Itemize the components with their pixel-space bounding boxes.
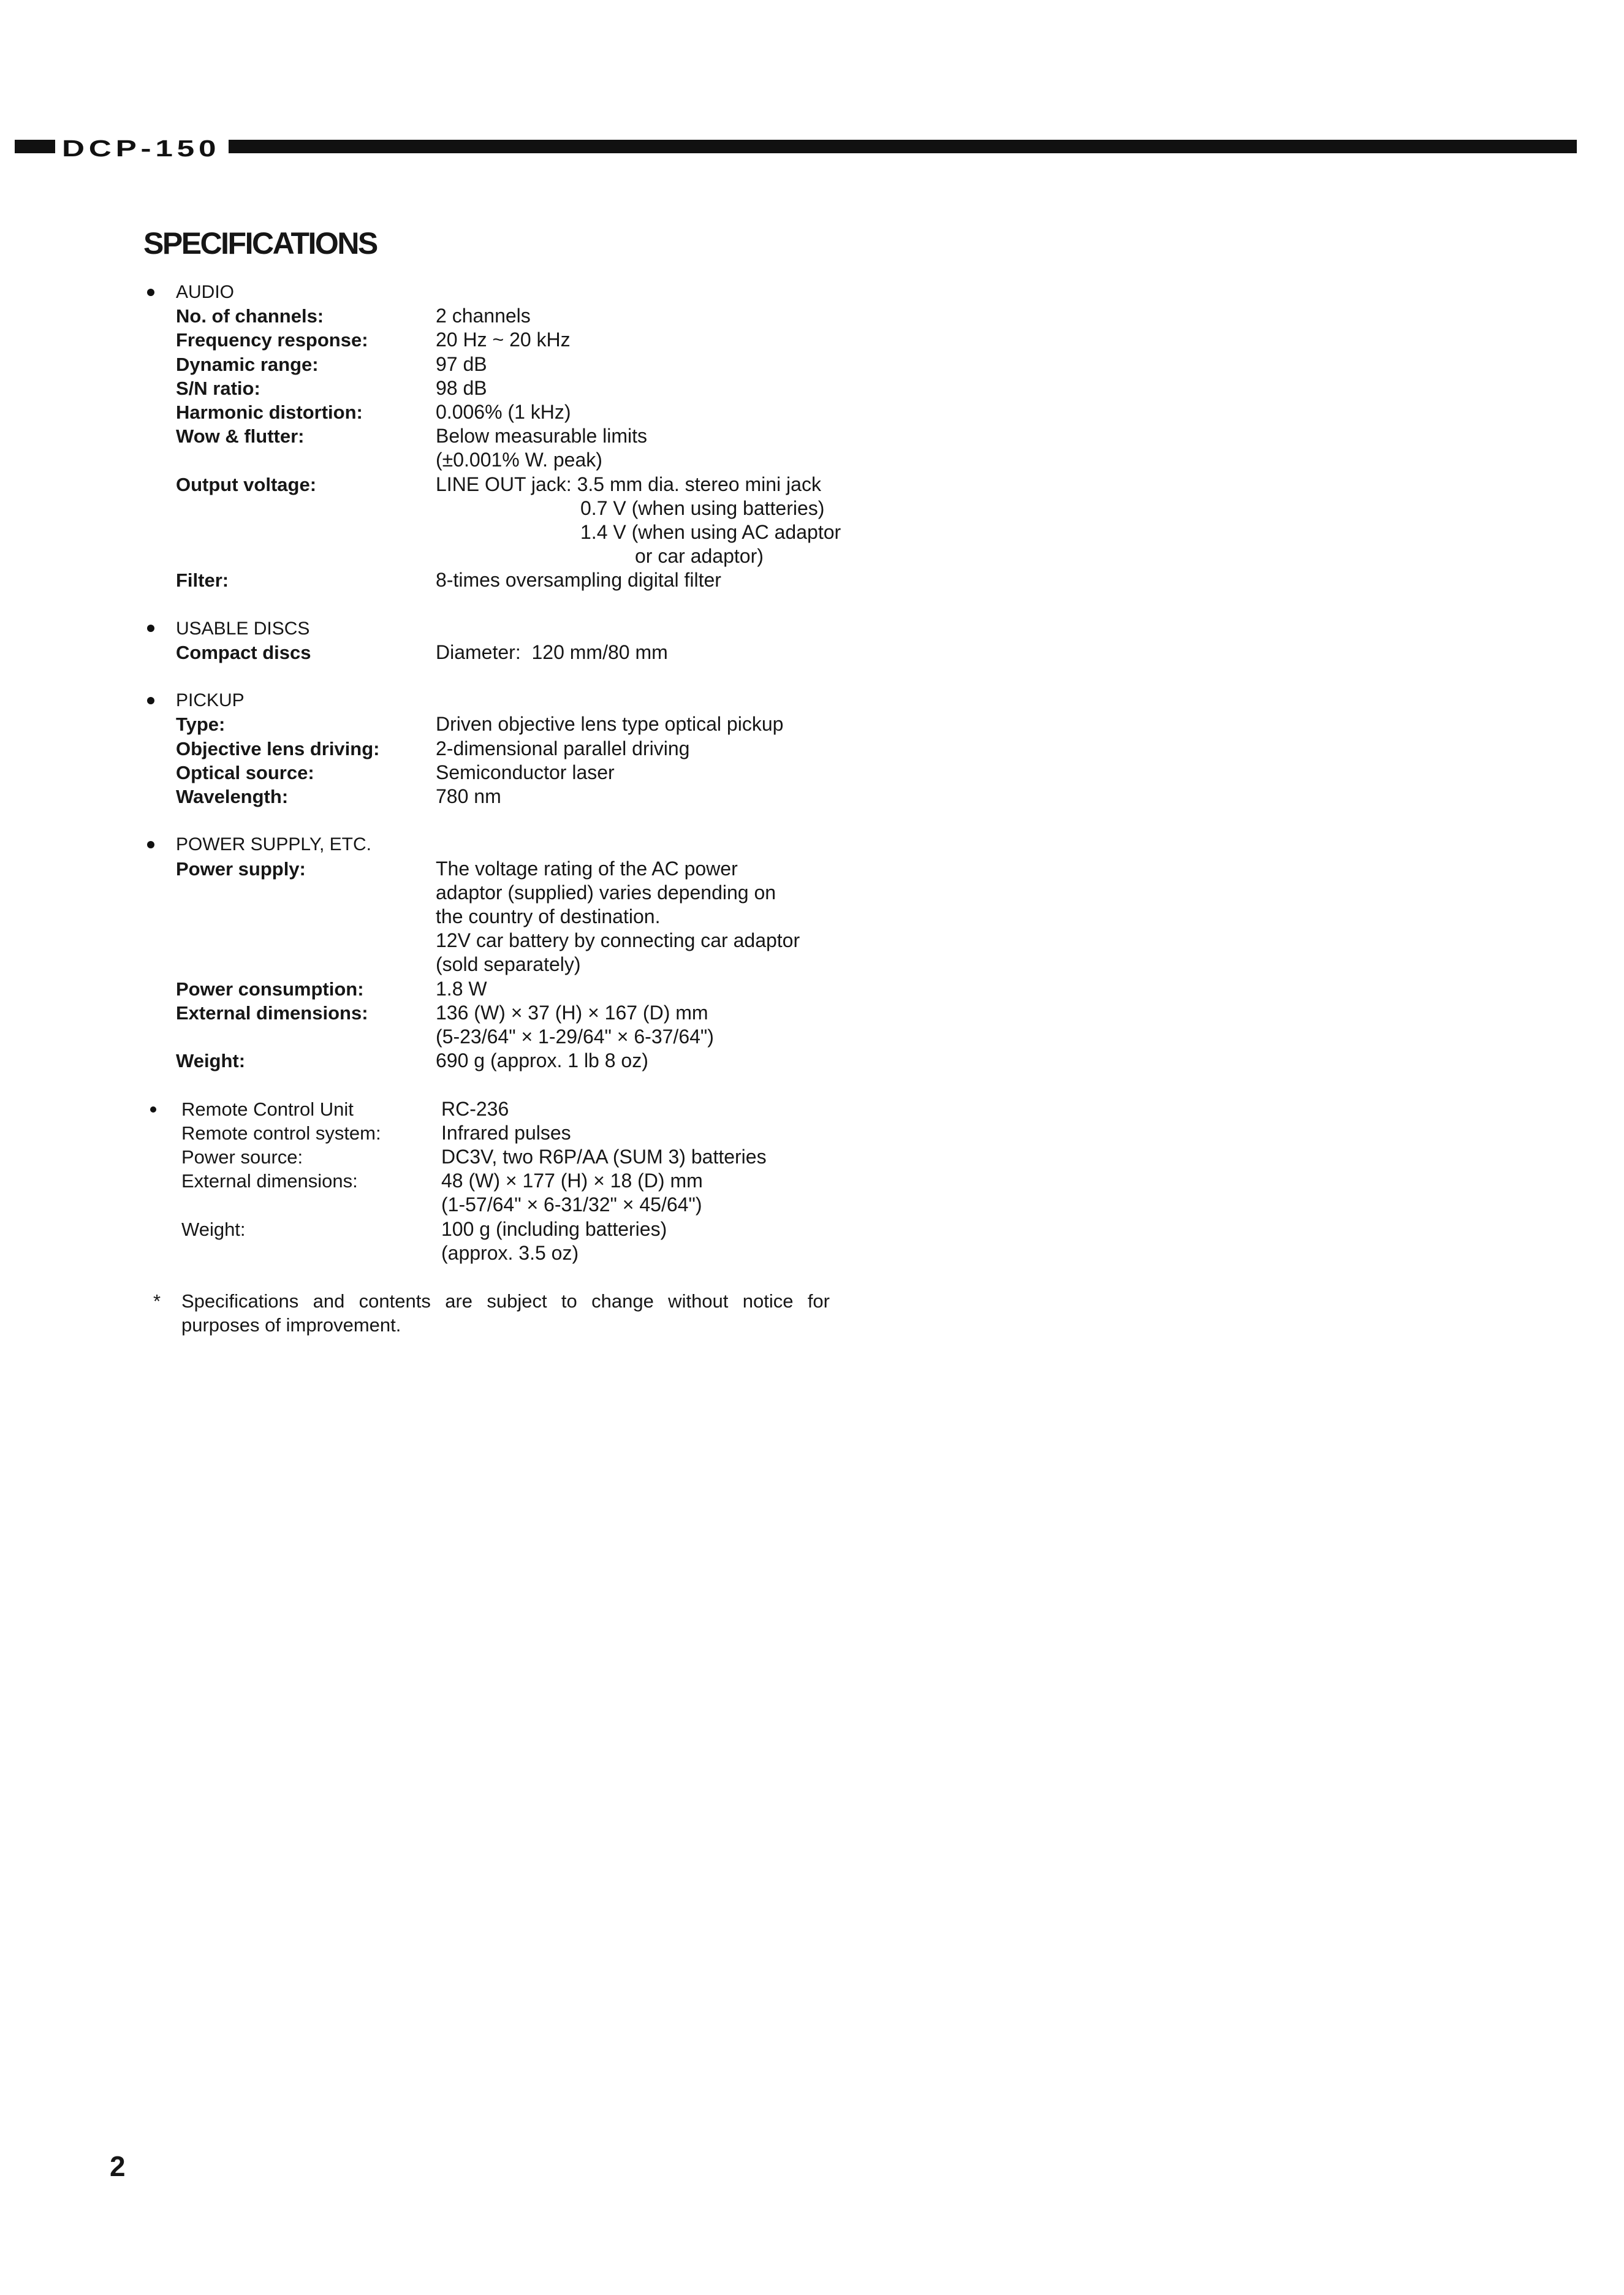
- spec-value: [441, 1121, 911, 1145]
- section-power-supply: [176, 832, 911, 1073]
- spec-value-line: 12V car battery by connecting car adaptor: [436, 929, 800, 952]
- spec-label: Output voltage:: [176, 473, 317, 495]
- spec-value-line: Driven objective lens type optical pickup: [436, 713, 784, 736]
- spec-label: S/N ratio:: [176, 377, 260, 399]
- spec-label: Wow & flutter:: [176, 425, 305, 447]
- footnote: [153, 1289, 830, 1337]
- spec-value-line: The voltage rating of the AC power: [436, 857, 738, 880]
- spec-value: [436, 568, 911, 592]
- spec-row-power-supply: [176, 857, 911, 977]
- spec-value-line: 48 (W) × 177 (H) × 18 (D) mm: [441, 1170, 703, 1192]
- section-usable-discs: [176, 617, 911, 664]
- spec-label: Weight:: [181, 1218, 246, 1240]
- spec-label: Objective lens driving:: [176, 737, 380, 759]
- section-heading-text: POWER SUPPLY, ETC.: [176, 834, 371, 855]
- section-heading-text: USABLE DISCS: [176, 618, 310, 639]
- spec-label: Compact discs: [176, 641, 311, 663]
- spec-value-line: 0.7 V (when using batteries): [580, 497, 825, 519]
- spec-value-line: 136 (W) × 37 (H) × 167 (D) mm: [436, 1001, 708, 1024]
- spec-value-line: 1.4 V (when using AC adaptor: [580, 520, 841, 543]
- spec-value: [436, 977, 911, 1001]
- spec-value: [436, 376, 911, 400]
- spec-row-objective-lens-driving: [176, 737, 911, 761]
- specifications-list: [153, 280, 911, 1338]
- spec-label: Power supply:: [176, 858, 306, 880]
- spec-value-line: RC-236: [441, 1097, 509, 1120]
- header-bar-right: [229, 140, 1577, 153]
- spec-value-line: (sold separately): [436, 953, 581, 976]
- section-heading: [176, 280, 911, 304]
- spec-value: [441, 1097, 911, 1121]
- spec-value: [436, 857, 911, 977]
- footnote-line: Specifications and contents are subject to change without notice for: [181, 1290, 830, 1312]
- spec-value: [441, 1169, 911, 1217]
- spec-value-line: Below measurable limits: [436, 425, 648, 447]
- spec-value-line: Diameter: 120 mm/80 mm: [436, 641, 668, 663]
- section-remote-control-unit: [176, 1097, 911, 1265]
- section-heading: [176, 832, 911, 856]
- section-heading: [176, 688, 911, 712]
- spec-value-line: adaptor (supplied) varies depending on: [436, 881, 776, 904]
- spec-row-weight: [176, 1049, 911, 1073]
- bullet-icon: [147, 841, 154, 848]
- spec-value-line: 100 g (including batteries): [441, 1217, 667, 1240]
- spec-row-wavelength: [176, 785, 911, 809]
- bullet-icon: [147, 625, 154, 632]
- spec-value-line: (1-57/64" × 6-31/32" × 45/64"): [441, 1193, 702, 1216]
- spec-row-remote-control-unit: [181, 1097, 911, 1121]
- spec-value-line: 1.8 W: [436, 977, 487, 1000]
- spec-label: Dynamic range:: [176, 353, 319, 375]
- spec-row-remote-weight: [181, 1217, 911, 1265]
- bullet-icon: [150, 1106, 156, 1113]
- spec-value-line: (5-23/64" × 1-29/64" × 6-37/64"): [436, 1026, 714, 1048]
- spec-label: Harmonic distortion:: [176, 402, 363, 423]
- spec-value: [436, 737, 911, 761]
- spec-row-power-consumption: [176, 977, 911, 1001]
- spec-value-line: 2-dimensional parallel driving: [436, 737, 690, 759]
- spec-row-wow-flutter: [176, 424, 911, 472]
- section-audio: [176, 280, 911, 593]
- header-bar-left: [15, 140, 55, 153]
- spec-value: [436, 1001, 911, 1049]
- spec-value-line: (±0.001% W. peak): [436, 449, 602, 471]
- spec-row-dynamic-range: [176, 352, 911, 376]
- spec-value: [436, 400, 911, 424]
- spec-label: No. of channels:: [176, 305, 324, 327]
- spec-value-line: 690 g (approx. 1 lb 8 oz): [436, 1049, 648, 1072]
- spec-label: Power consumption:: [176, 978, 364, 1000]
- spec-value-line: (approx. 3.5 oz): [441, 1241, 579, 1264]
- spec-row-filter: [176, 568, 911, 592]
- spec-row-sn-ratio: [176, 376, 911, 400]
- spec-label: Type:: [176, 714, 226, 736]
- spec-value-line: 2 channels: [436, 305, 531, 327]
- section-heading: [176, 617, 911, 641]
- spec-row-harmonic-distortion: [176, 400, 911, 424]
- spec-label: Frequency response:: [176, 329, 368, 351]
- spec-value: [436, 352, 911, 376]
- spec-value-line: 98 dB: [436, 376, 487, 399]
- spec-value: [436, 473, 911, 569]
- spec-value-line: DC3V, two R6P/AA (SUM 3) batteries: [441, 1145, 767, 1168]
- spec-label: External dimensions:: [176, 1002, 368, 1024]
- spec-value: [436, 761, 911, 785]
- spec-value: [436, 304, 911, 328]
- section-pickup: [176, 688, 911, 809]
- spec-value-line: the country of destination.: [436, 905, 661, 928]
- spec-value: [436, 712, 911, 736]
- bullet-icon: [147, 697, 154, 704]
- spec-value: [441, 1217, 911, 1265]
- spec-row-channels: [176, 304, 911, 328]
- spec-value: [436, 641, 911, 664]
- spec-label: Weight:: [176, 1050, 246, 1072]
- footnote-asterisk: *: [153, 1290, 161, 1312]
- spec-row-frequency-response: [176, 328, 911, 352]
- spec-row-optical-source: [176, 761, 911, 785]
- spec-value-line: 20 Hz ~ 20 kHz: [436, 329, 571, 351]
- spec-row-external-dimensions: [176, 1001, 911, 1049]
- spec-value: [436, 1049, 911, 1073]
- spec-value: [441, 1145, 911, 1169]
- spec-row-type: [176, 712, 911, 736]
- section-heading-text: AUDIO: [176, 282, 235, 302]
- page-title: SPECIFICATIONS: [143, 226, 377, 261]
- spec-value-line: Semiconductor laser: [436, 761, 615, 783]
- spec-label: Filter:: [176, 569, 229, 592]
- spec-value-line: Infrared pulses: [441, 1121, 571, 1144]
- spec-label: Remote control system:: [181, 1122, 381, 1144]
- spec-value-line: LINE OUT jack: 3.5 mm dia. stereo mini jack: [436, 473, 821, 495]
- spec-value: [436, 328, 911, 352]
- bullet-icon: [147, 289, 154, 296]
- spec-row-remote-control-system: [181, 1121, 911, 1145]
- page-number: 2: [110, 2150, 126, 2182]
- spec-row-power-source: [181, 1145, 911, 1169]
- spec-value-line: 8-times oversampling digital filter: [436, 569, 721, 592]
- spec-label: Wavelength:: [176, 786, 289, 808]
- footnote-line: purposes of improvement.: [181, 1314, 401, 1336]
- section-heading-text: PICKUP: [176, 690, 245, 711]
- spec-value-line: 780 nm: [436, 785, 501, 808]
- spec-value: [436, 424, 911, 472]
- spec-value: [436, 785, 911, 809]
- spec-row-remote-external-dimensions: [181, 1169, 911, 1217]
- spec-row-compact-discs: [176, 641, 911, 664]
- spec-label: Optical source:: [176, 761, 314, 783]
- spec-row-output-voltage: [176, 473, 911, 569]
- model-name: DCP-150: [62, 136, 221, 162]
- spec-label: Power source:: [181, 1146, 303, 1168]
- spec-label: External dimensions:: [181, 1170, 358, 1192]
- section-heading-text: Remote Control Unit: [181, 1098, 354, 1120]
- spec-value-line: 0.006% (1 kHz): [436, 401, 571, 423]
- spec-value-line: 97 dB: [436, 352, 487, 375]
- spec-value-line: or car adaptor): [635, 545, 764, 568]
